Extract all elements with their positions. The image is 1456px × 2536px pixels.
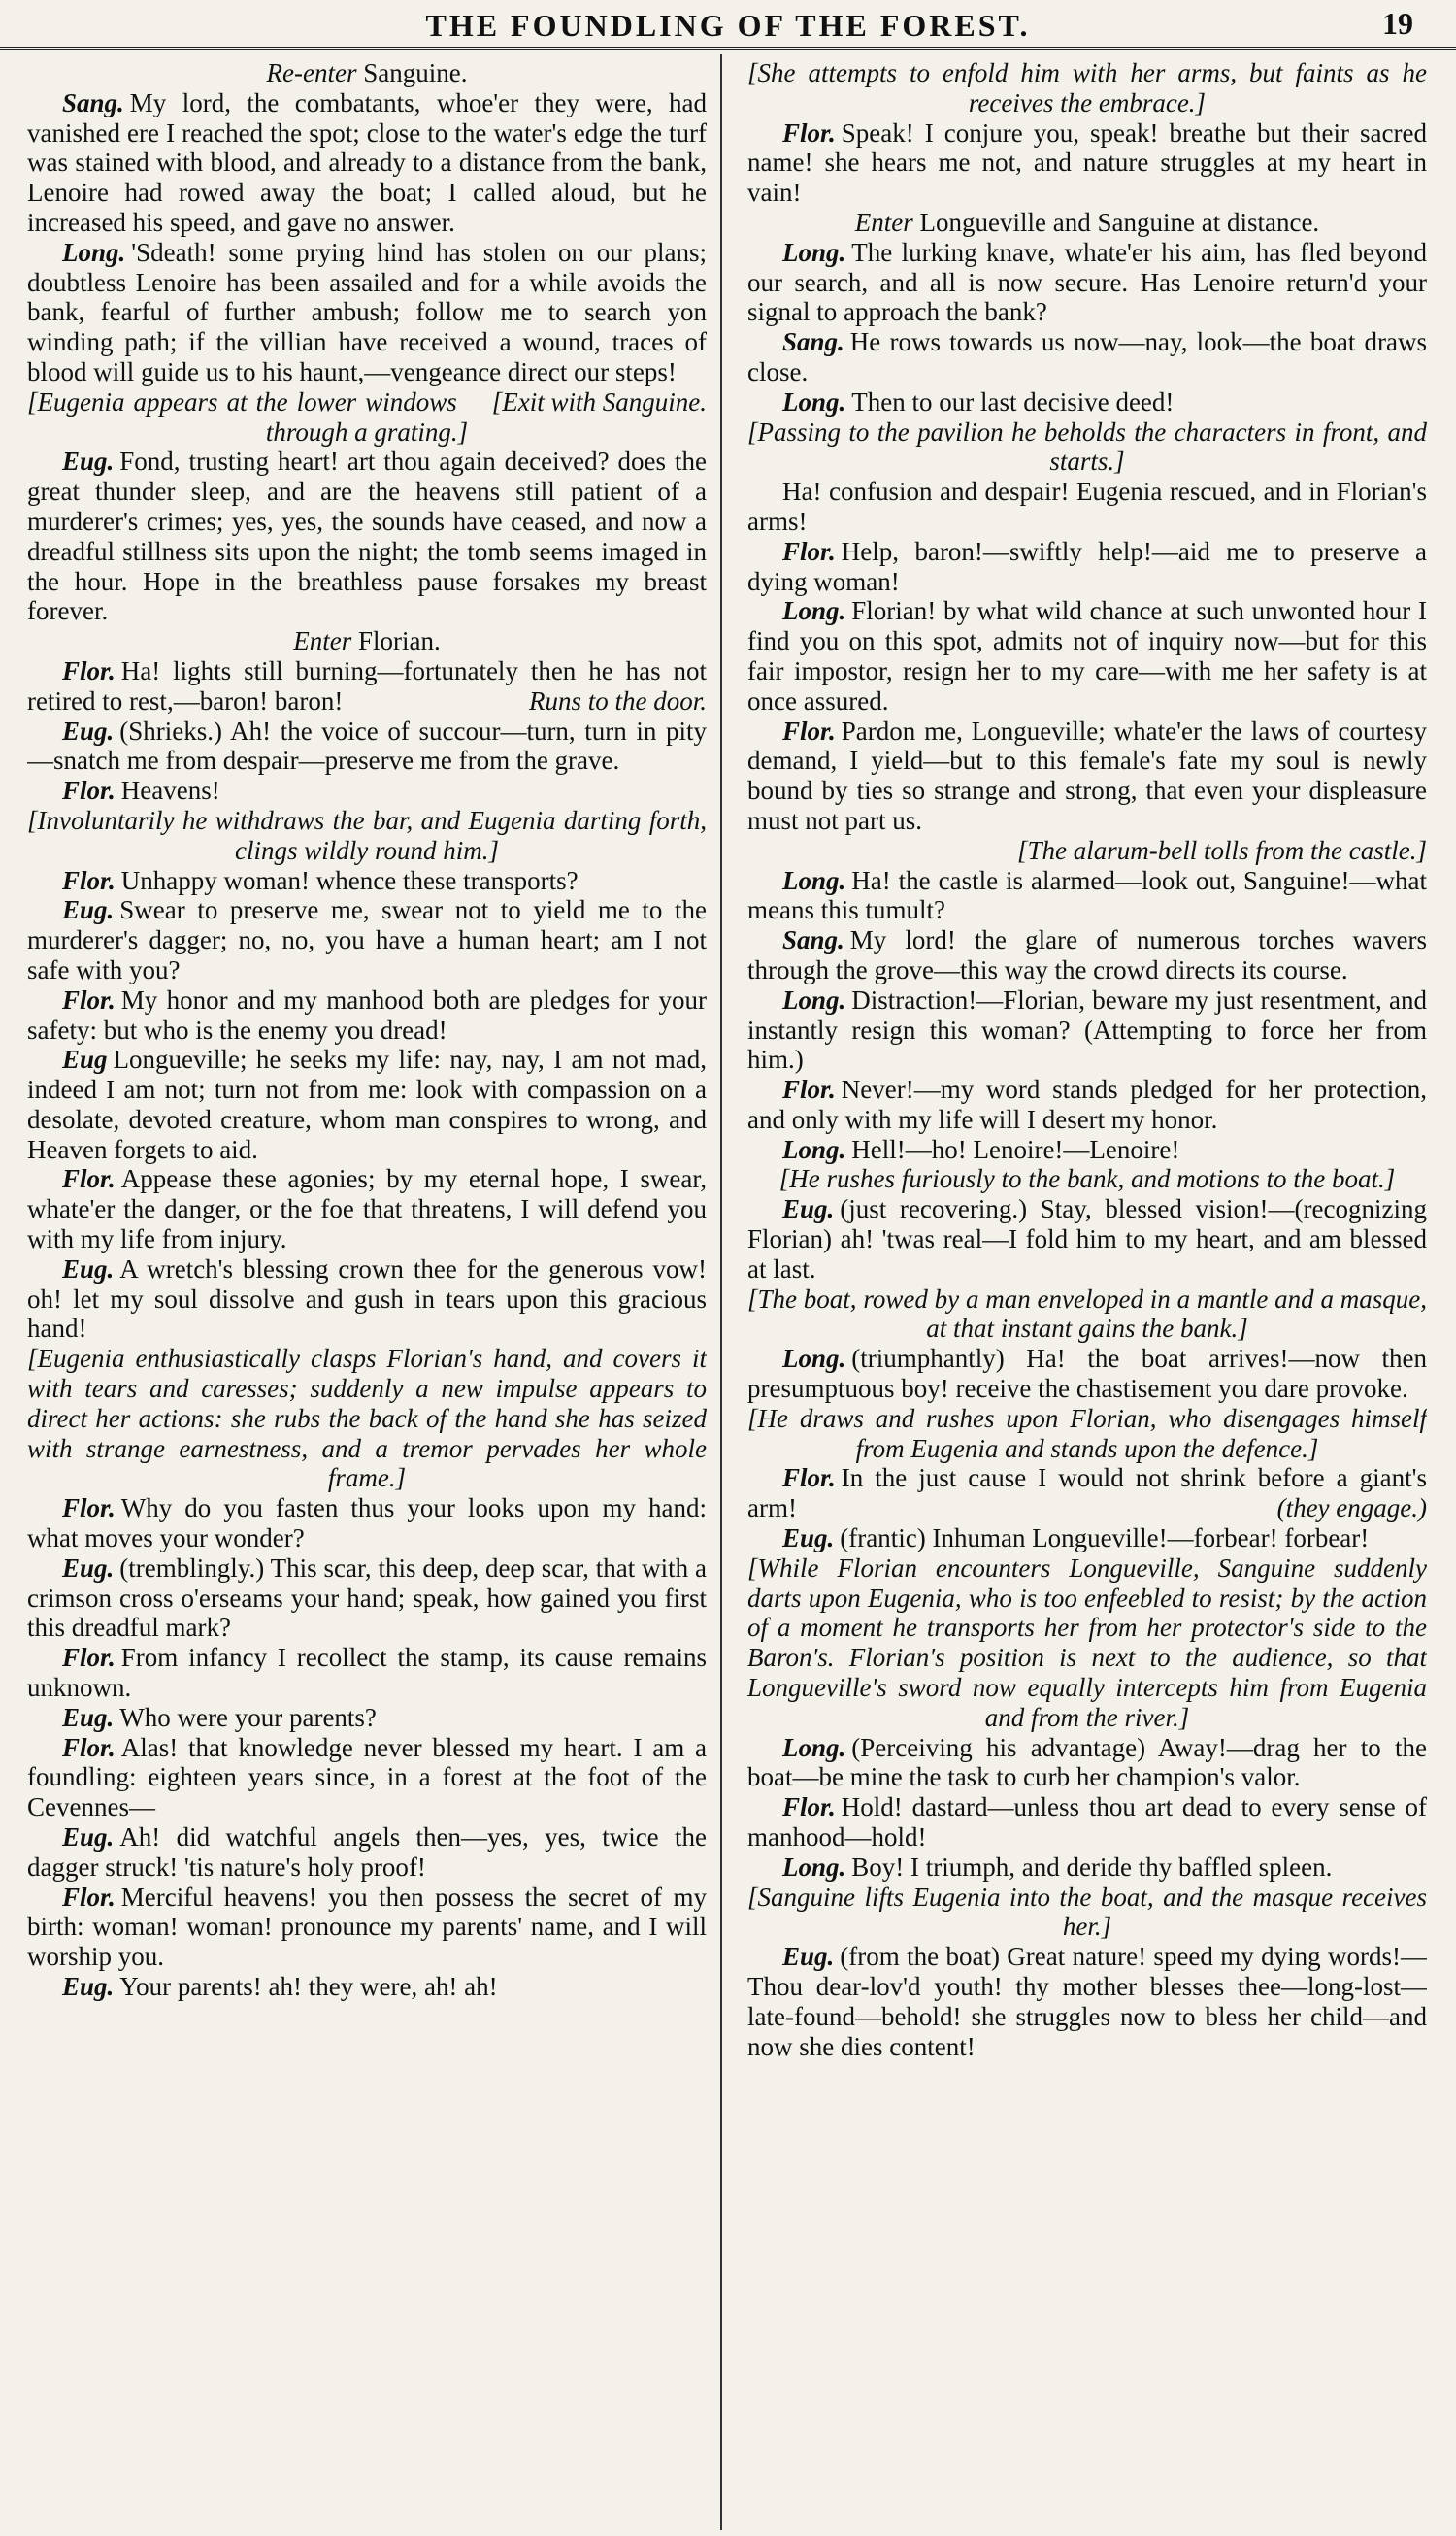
stage-entrance	[27, 58, 707, 88]
speaker-name: Long.	[782, 1732, 846, 1762]
speaker-name: Eug.	[62, 1702, 115, 1732]
speech-text: (Perceiving his advantage) Away!—drag her to the boat—be mine the task to curb her champion's valor.	[747, 1732, 1427, 1792]
speaker-name: Flor.	[782, 1075, 836, 1105]
speech-text: Alas! that knowledge never blessed my heart. I am a foundling: eighteen years since, in a forest at the foot of the Cevennes—	[27, 1732, 707, 1822]
speech-text: In the just cause I would not shrink before a giant's arm!	[747, 1463, 1427, 1523]
speech-text: Speak! I conjure you, speak! breathe but their sacred name! she hears me not, and nature struggles at my heart in vain!	[747, 117, 1427, 208]
left-column	[27, 58, 707, 2524]
stage-direction: [He draws and rushes upon Florian, who disengages himself from Eugenia and stands upon the defence.]	[747, 1403, 1427, 1463]
speech-text: Ha! lights still burning—fortunately then he has not retired to rest,—baron! baron!	[27, 655, 707, 716]
speech	[747, 1792, 1427, 1852]
speaker-name: Flor.	[62, 1643, 116, 1673]
speaker-name: Eug.	[782, 1942, 835, 1972]
speech-text: Then to our last decisive deed!	[851, 386, 1175, 417]
speech-text: Distraction!—Florian, beware my just resentment, and instantly resign this woman? (Attempting to force her from him.)	[747, 984, 1427, 1075]
speech	[747, 1194, 1427, 1284]
speaker-name: Long.	[782, 984, 846, 1015]
speech	[27, 1822, 707, 1883]
entrance-character: Longueville and Sanguine at distance.	[919, 207, 1320, 237]
speaker-name: Eug.	[782, 1523, 835, 1553]
speech	[747, 1852, 1427, 1883]
speech-text: Help, baron!—swiftly help!—aid me to preserve a dying woman!	[747, 536, 1427, 596]
speech	[27, 717, 707, 777]
stage-entrance	[747, 208, 1427, 238]
speaker-name: Long.	[782, 1852, 846, 1882]
speaker-name: Eug.	[62, 1822, 115, 1852]
speech	[747, 1523, 1427, 1553]
speaker-name: Eug.	[782, 1194, 835, 1224]
running-title: THE FOUNDLING OF THE FOREST.	[425, 8, 1031, 43]
speaker-name: Eug	[62, 1045, 108, 1075]
inline-stage-direction: Runs to the door.	[528, 685, 707, 716]
speech-text: Hell!—ho! Lenoire!—Lenoire!	[851, 1134, 1180, 1164]
stage-direction: [Eugenia appears at the lower windows through a grating.]	[27, 386, 469, 447]
speech-text: Merciful heavens! you then possess the secret of my birth: woman! woman! pronounce my parents' name, and I will worship you.	[27, 1882, 707, 1972]
speaker-name: Eug.	[62, 1972, 115, 2001]
speech	[27, 895, 707, 984]
speech-text: (tremblingly.) This scar, this deep, deep scar, that with a crimson cross o'erseams your hand; speak, how gained you first this dreadful mark?	[27, 1552, 707, 1643]
stage-direction: [Sanguine lifts Eugenia into the boat, and the masque receives her.]	[747, 1882, 1427, 1942]
speaker-name: Flor.	[62, 1732, 116, 1762]
speaker-name: Flor.	[782, 716, 836, 746]
speech-text: (triumphantly) Ha! the boat arrives!—now then presumptuous boy! receive the chastisement you dare provoke.	[747, 1344, 1427, 1404]
speaker-name: Flor.	[62, 655, 116, 685]
speech-text: (Shrieks.) Ah! the voice of succour—turn, turn in pity—snatch me from despair—preserve me from the grave.	[27, 716, 707, 776]
speech-text: Longueville; he seeks my life: nay, nay, I am not mad, indeed I am not; turn not from me: look with compassion on a desolate, devoted creature, whom man conspires to wrong, and Heaven forgets to aid.	[27, 1045, 707, 1164]
stage-direction: [While Florian encounters Longueville, Sanguine suddenly darts upon Eugenia, who is too enfeebled to resist; by the action of a moment he transports her from her protector's side to the Baron's. Florian's position is next to the audience, so that Longueville's sword now equally intercepts him from Eugenia and from the river.]	[747, 1552, 1427, 1732]
stage-direction: [Eugenia enthusiastically clasps Florian's hand, and covers it with tears and caresses; suddenly a new impulse appears to direct her actions: she rubs the back of the hand she has seized with strange earnestness, and a tremor pervades her whole frame.]	[27, 1344, 707, 1493]
speech-text: Pardon me, Longueville; whate'er the laws of courtesy demand, I yield—but to this female's fate my soul is newly bound by ties so strange and strong, that even your displeasure must not part us.	[747, 716, 1427, 835]
speech	[27, 1703, 707, 1733]
speech-text: Never!—my word stands pledged for her protection, and only with my life will I desert my honor.	[747, 1075, 1427, 1134]
speaker-name: Flor.	[62, 1164, 116, 1194]
stage-direction: [He rushes furiously to the bank, and motions to the boat.]	[778, 1164, 1396, 1194]
speaker-name: Long.	[782, 865, 846, 895]
speech-text: Heavens!	[120, 776, 220, 806]
speech	[747, 537, 1427, 597]
speech	[747, 1075, 1427, 1135]
stage-direction: [She attempts to enfold him with her arms, but faints as he receives the embrace.]	[747, 58, 1427, 117]
speaker-name: Sang.	[782, 925, 844, 955]
entrance-verb: Re-enter	[266, 58, 357, 87]
speech	[27, 866, 707, 896]
stage-direction: [The alarum-bell tolls from the castle.]	[1017, 835, 1427, 865]
speech	[747, 866, 1427, 926]
speech-text: Florian! by what wild chance at such unwonted hour I find you on this spot, admits not of inquiry now—but for this fair impostor, resign her to my care—with me her safety is at once assured.	[747, 596, 1427, 716]
speaker-name: Eug.	[62, 1253, 115, 1284]
stage-direction: [Involuntarily he withdraws the bar, and Eugenia darting forth, clings wildly round him.]	[27, 805, 707, 865]
speech	[27, 1733, 707, 1822]
speaker-name: Sang.	[62, 87, 124, 117]
speech-text: Your parents! ah! they were, ah! ah!	[119, 1972, 498, 2001]
speaker-name: Flor.	[62, 1493, 116, 1523]
column-divider	[720, 54, 722, 2530]
speaker-name: Sang.	[782, 327, 844, 357]
speech	[27, 1972, 707, 2002]
speaker-name: Flor.	[782, 536, 836, 566]
speech	[747, 118, 1427, 208]
speech	[747, 717, 1427, 836]
speech	[747, 985, 1427, 1075]
speaker-name: Eug.	[62, 447, 115, 477]
speech	[747, 1463, 1427, 1523]
speech-text: 'Sdeath! some prying hind has stolen on our plans; doubtless Lenoire has been assailed and for a while avoids the bank, fearful of further ambush; follow me to search yon winding path; if the villian have received a wound, traces of blood will guide us to his haunt,—vengeance direct our steps!	[27, 237, 707, 386]
speech	[747, 1942, 1427, 2061]
speaker-name: Eug.	[62, 895, 115, 925]
speech	[747, 387, 1427, 417]
speech	[27, 88, 707, 238]
speech-text: Boy! I triumph, and deride thy baffled spleen.	[851, 1852, 1333, 1882]
stage-direction: [The boat, rowed by a man enveloped in a mantle and a masque, at that instant gains the bank.]	[747, 1284, 1427, 1344]
speech-text: The lurking knave, whate'er his aim, has fled beyond our search, and all is now secure. Has Lenoire return'd your signal to approach the bank?	[747, 237, 1427, 327]
speech	[27, 1883, 707, 1972]
inline-stage-direction: [Exit with Sanguine.	[491, 386, 707, 417]
speaker-name: Flor.	[62, 1882, 116, 1912]
inline-stage-direction: (they engage.)	[1276, 1493, 1427, 1523]
speech-text: My lord, the combatants, whoe'er they were, had vanished ere I reached the spot; close to the water's edge the turf was stained with blood, and already to a distance from the bank, Lenoire had rowed away the boat; I called aloud, but he increased his speed, and gave no answer.	[27, 87, 707, 237]
speaker-name: Long.	[782, 1134, 846, 1164]
entrance-verb: Enter	[293, 626, 352, 656]
speech-text: Unhappy woman! whence these transports?	[120, 865, 579, 895]
speech	[747, 1135, 1427, 1165]
speaker-name: Long.	[782, 1344, 846, 1374]
page-number: 19	[1382, 6, 1413, 41]
speech-text: Hold! dastard—unless thou art dead to every sense of manhood—hold!	[747, 1792, 1427, 1852]
speech-text: From infancy I recollect the stamp, its cause remains unknown.	[27, 1643, 707, 1703]
stage-direction: [Passing to the pavilion he beholds the characters in front, and starts.]	[747, 417, 1427, 477]
speech-text: My honor and my manhood both are pledges for your safety: but who is the enemy you dread!	[27, 984, 707, 1045]
entrance-verb: Enter	[854, 207, 913, 237]
entrance-character: Sanguine.	[363, 58, 468, 87]
speech	[27, 985, 707, 1046]
speech	[27, 447, 707, 626]
speaker-name: Eug.	[62, 716, 115, 746]
page-header	[0, 0, 1456, 50]
speech	[747, 327, 1427, 387]
speech	[27, 776, 707, 806]
speech-text: (frantic) Inhuman Longueville!—forbear! forbear!	[840, 1523, 1370, 1553]
speaker-name: Flor.	[62, 776, 116, 806]
speaker-name: Flor.	[782, 117, 836, 148]
stage-entrance	[27, 626, 707, 656]
speech	[27, 1553, 707, 1643]
speech	[747, 238, 1427, 327]
speech-text: Appease these agonies; by my eternal hope, I swear, whate'er the danger, or the foe that threatens, I will defend you with my life from injury.	[27, 1164, 707, 1254]
speech-text: Ha! the castle is alarmed—look out, Sanguine!—what means this tumult?	[747, 865, 1427, 925]
speech-text: My lord! the glare of numerous torches wavers through the grove—this way the crowd directs its course.	[747, 925, 1427, 984]
speaker-name: Flor.	[62, 984, 116, 1015]
speech-text: A wretch's blessing crown thee for the generous vow! oh! let my soul dissolve and gush in tears upon this gracious hand!	[27, 1253, 707, 1344]
speech-text: Swear to preserve me, swear not to yield me to the murderer's dagger; no, no, you have a human heart; am I not safe with you?	[27, 895, 707, 984]
speech	[27, 1045, 707, 1164]
speech-text: Why do you fasten thus your looks upon my hand: what moves your wonder?	[27, 1493, 707, 1553]
speech	[27, 1493, 707, 1553]
speech	[27, 1643, 707, 1703]
speech-text: Ah! did watchful angels then—yes, yes, twice the dagger struck! 'tis nature's holy proof!	[27, 1822, 707, 1882]
speech-text: (just recovering.) Stay, blessed vision!—(recognizing Florian) ah! 'twas real—I fold him to my heart, and am blessed at last.	[747, 1194, 1427, 1284]
speech	[747, 925, 1427, 985]
speaker-name: Long.	[782, 237, 846, 267]
speech	[747, 1344, 1427, 1404]
speaker-name: Long.	[782, 386, 846, 417]
speech	[747, 1733, 1427, 1793]
speaker-name: Long.	[62, 237, 126, 267]
speaker-name: Eug.	[62, 1552, 115, 1583]
speech	[747, 596, 1427, 716]
speech	[27, 1164, 707, 1253]
speaker-name: Flor.	[782, 1792, 836, 1822]
right-column	[747, 58, 1427, 2524]
speech	[27, 1254, 707, 1344]
speaker-name: Long.	[782, 596, 846, 626]
speech-text: Fond, trusting heart! art thou again deceived? does the great thunder sleep, and are the heavens still patient of a murderer's crimes; yes, yes, the sounds have ceased, and now a dreadful stillness sits upon the night; the tomb seems imaged in the hour. Hope in the breathless pause forsakes my breast forever.	[27, 447, 707, 626]
speech-continuation: Ha! confusion and despair! Eugenia rescued, and in Florian's arms!	[747, 477, 1427, 536]
entrance-character: Florian.	[358, 626, 441, 656]
speaker-name: Flor.	[782, 1463, 836, 1493]
speech-text: He rows towards us now—nay, look—the boat draws close.	[747, 327, 1427, 386]
speech-text: (from the boat) Great nature! speed my dying words!—Thou dear-lov'd youth! thy mother blesses thee—long-lost—late-found—behold! she struggles now to bless her child—and now she dies content!	[747, 1942, 1427, 2061]
speech-text: Who were your parents?	[119, 1702, 377, 1732]
speech	[27, 656, 707, 717]
speaker-name: Flor.	[62, 865, 116, 895]
